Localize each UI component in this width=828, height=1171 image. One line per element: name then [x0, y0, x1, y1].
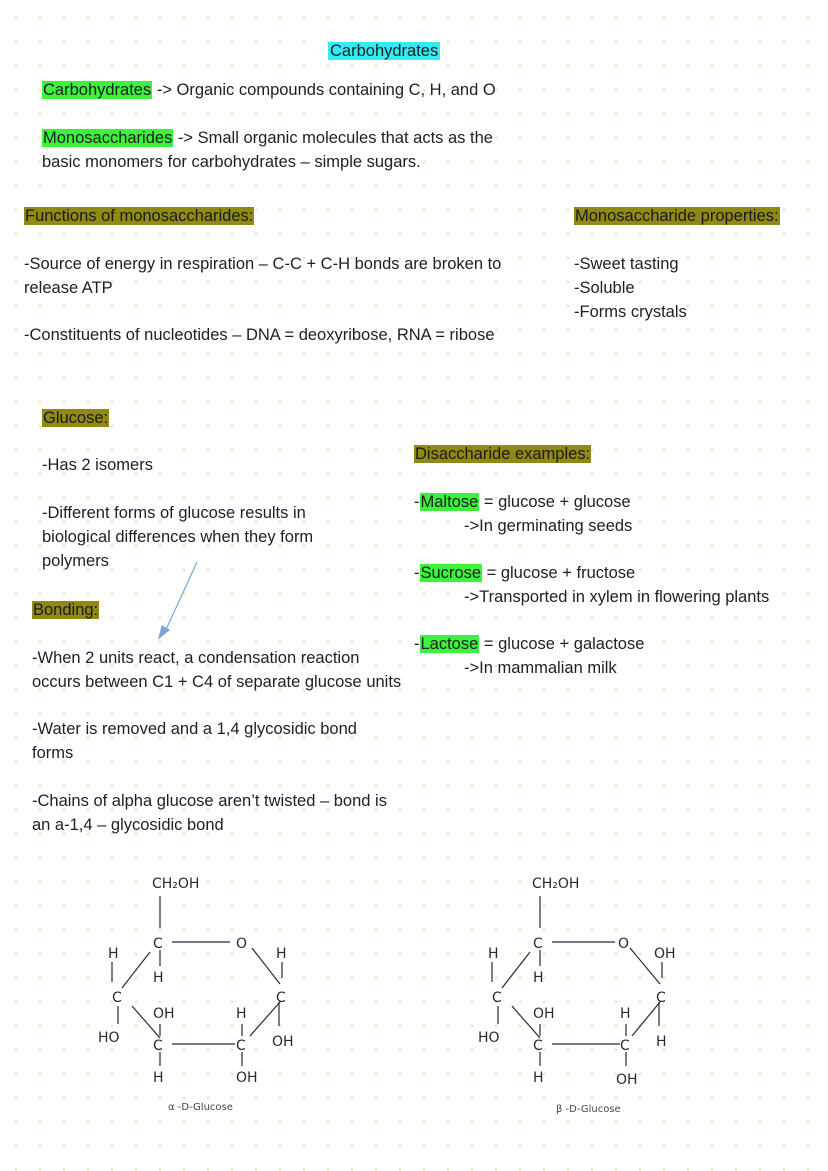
atom-label: HO: [478, 1030, 500, 1046]
disaccharide-name: Sucrose: [420, 564, 482, 582]
bond-line: [632, 1002, 660, 1036]
atom-label: HO: [98, 1030, 120, 1046]
disaccharide-maltose: -Maltose = glucose + glucose ->In germinating seeds: [414, 490, 632, 538]
beta-caption: β -D-Glucose: [556, 1104, 621, 1115]
disaccharide-name: Maltose: [420, 493, 479, 511]
atom-label: H: [236, 1006, 247, 1022]
atom-label: C: [236, 1038, 246, 1054]
disaccharide-formula: = glucose + glucose: [479, 493, 631, 511]
disaccharide-lactose: -Lactose = glucose + galactose ->In mammalian milk: [414, 632, 644, 680]
atom-label: H: [108, 946, 119, 962]
disaccharides-heading: Disaccharide examples:: [415, 445, 591, 463]
property-item: -Soluble: [574, 279, 635, 297]
atom-label: C: [533, 1038, 543, 1054]
bonding-condensation: -When 2 units react, a condensation reaction occurs between C1 + C4 of separate glucose units: [32, 649, 402, 691]
atom-label: H: [656, 1034, 667, 1050]
atom-label: H: [620, 1006, 631, 1022]
disaccharide-name: Lactose: [420, 635, 479, 653]
atom-label: OH: [236, 1070, 258, 1086]
atom-label: C: [620, 1038, 630, 1054]
glucose-heading: Glucose:: [43, 409, 109, 427]
glucose-isomers: -Has 2 isomers: [42, 456, 153, 474]
bonding-heading: Bonding:: [33, 601, 99, 619]
alpha-glucose-diagram: [90, 866, 330, 1126]
bond-line: [250, 1002, 280, 1036]
disaccharide-formula: = glucose + fructose: [482, 564, 636, 582]
properties-list: [574, 252, 687, 324]
bonding-water: -Water is removed and a 1,4 glycosidic bond forms: [32, 720, 357, 762]
atom-label: C: [492, 990, 502, 1006]
atom-label: OH: [616, 1072, 638, 1088]
atom-label: O: [236, 936, 248, 952]
ch2oh-label: CH₂OH: [532, 876, 580, 892]
atom-label: C: [112, 990, 122, 1006]
atom-label: H: [153, 1070, 164, 1086]
carbohydrates-definition: [42, 78, 496, 102]
functions-energy: -Source of energy in respiration – C-C + C-H bonds are broken to release ATP: [24, 255, 502, 297]
beta-glucose-diagram: [470, 866, 710, 1126]
functions-constituents: -Constituents of nucleotides – DNA = deoxyribose, RNA = ribose: [24, 326, 495, 344]
atom-label: OH: [654, 946, 676, 962]
carbohydrates-text: -> Organic compounds containing C, H, and O: [152, 81, 496, 99]
property-item: -Forms crystals: [574, 303, 687, 321]
disaccharide-note: ->In mammalian milk: [464, 659, 617, 677]
disaccharide-note: ->In germinating seeds: [464, 517, 633, 535]
monosaccharides-definition: [42, 126, 493, 174]
atom-label: H: [533, 970, 544, 986]
bond-line: [164, 562, 197, 634]
functions-heading: Functions of monosaccharides:: [25, 207, 254, 225]
properties-heading: Monosaccharide properties:: [575, 207, 779, 225]
atom-label: C: [153, 936, 163, 952]
atom-label: O: [618, 936, 630, 952]
monosaccharides-term: Monosaccharides: [43, 129, 173, 147]
atom-label: OH: [272, 1034, 294, 1050]
ch2oh-label: CH₂OH: [152, 876, 200, 892]
atom-label: H: [276, 946, 287, 962]
alpha-caption: α -D-Glucose: [168, 1102, 233, 1113]
atom-label: OH: [153, 1006, 175, 1022]
monosaccharides-text-line2: basic monomers for carbohydrates – simple sugars.: [42, 153, 421, 171]
bond-line: [502, 952, 530, 988]
atom-label: OH: [533, 1006, 555, 1022]
atom-label: C: [153, 1038, 163, 1054]
bonding-alpha-chains: -Chains of alpha glucose aren’t twisted – bond is an a-1,4 – glycosidic bond: [32, 792, 387, 834]
disaccharide-sucrose: -Sucrose = glucose + fructose ->Transported in xylem in flowering plants: [414, 561, 769, 609]
disaccharide-note: ->Transported in xylem in flowering plants: [464, 588, 770, 606]
atom-label: H: [533, 1070, 544, 1086]
glucose-forms: -Different forms of glucose results in biological differences when they form polymers: [42, 504, 314, 570]
carbohydrates-term: Carbohydrates: [43, 81, 152, 99]
atom-label: C: [533, 936, 543, 952]
atom-label: C: [276, 990, 286, 1006]
property-item: -Sweet tasting: [574, 255, 679, 273]
atom-label: H: [488, 946, 499, 962]
page-title: Carbohydrates: [330, 42, 439, 60]
atom-label: H: [153, 970, 164, 986]
bond-line: [122, 952, 150, 988]
monosaccharides-text-line1: -> Small organic molecules that acts as the: [173, 129, 493, 147]
arrow-icon: [150, 556, 210, 646]
disaccharide-formula: = glucose + galactose: [479, 635, 645, 653]
atom-label: C: [656, 990, 666, 1006]
